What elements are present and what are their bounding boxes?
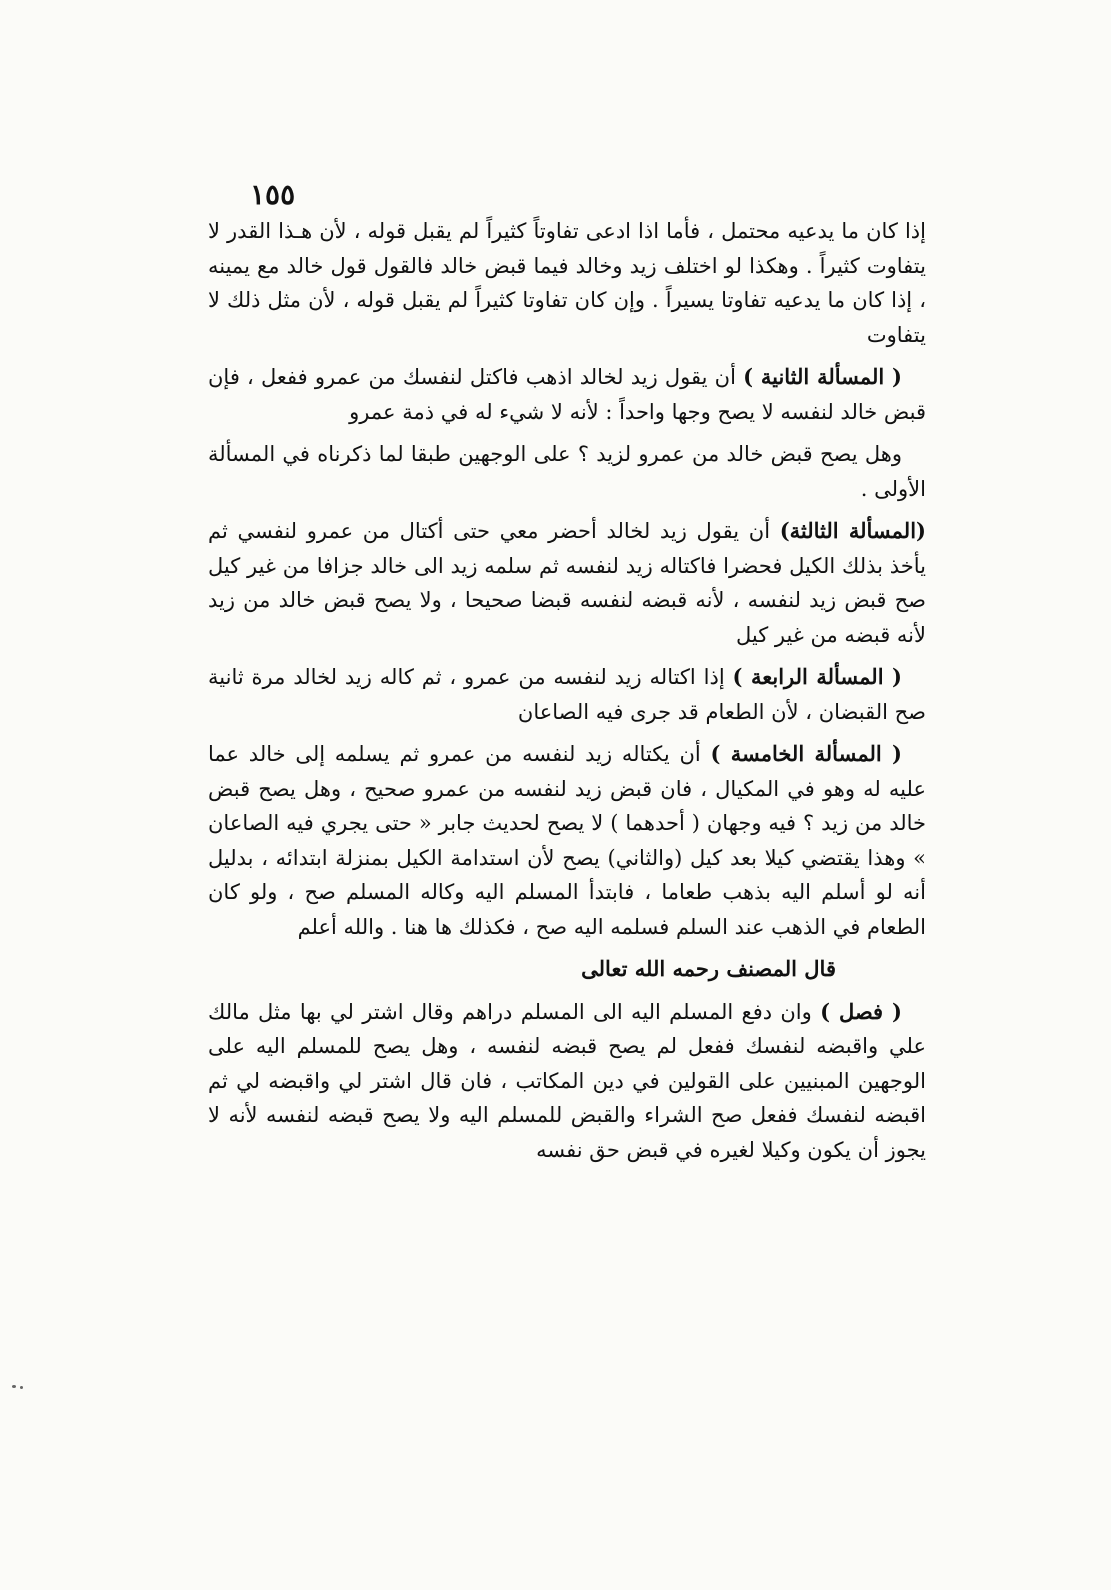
page-number: ١٥٥ bbox=[250, 178, 296, 211]
paragraph-label: ( المسألة الرابعة ) bbox=[732, 664, 902, 689]
section-heading bbox=[208, 952, 926, 987]
paragraph-label: ( المسألة الثانية ) bbox=[743, 364, 902, 389]
paragraph-label: (المسألة الثالثة) bbox=[779, 518, 926, 543]
paragraph-text: أن يقول زيد لخالد اذهب فاكتل لنفسك من عمرو ففعل ، فإن قبض خالد لنفسه لا يصح وجها واحداً : لأنه لا شيء له في ذمة عمرو bbox=[208, 365, 926, 424]
paragraph-5 bbox=[208, 660, 926, 729]
paragraph-text: إذا كان ما يدعيه محتمل ، فأما اذا ادعى تفاوتاً كثيراً لم يقبل قوله ، لأن هـذا القدر لا يتفاوت كثيراً . وهكذا لو اختلف زيد وخالد فيما قبض خالد فالقول قول خالد مع يمينه ، إذا كان ما يدعيه تفاوتا يسيراً . وإن كان تفاوتا كثيراً لم يقبل قوله ، لأن مثل ذلك لا يتفاوت bbox=[208, 219, 926, 347]
paragraph-text: وهل يصح قبض خالد من عمرو لزيد ؟ على الوجهين طبقا لما ذكرناه في المسألة الأولى . bbox=[208, 442, 926, 501]
paragraph-text: أن يكتاله زيد لنفسه من عمرو ثم يسلمه إلى خالد عما عليه له وهو في المكيال ، فان قبض زيد لنفسه من عمرو صحيح ، وهل يصح قبض خالد من زيد ؟ فيه وجهان ( أحدهما ) لا يصح لحديث جابر « حتى يجري فيه الصاعان » وهذا يقتضي كيلا بعد كيل (والثاني) يصح لأن استدامة الكيل بمنزلة ابتدائه ، بدليل أنه لو أسلم اليه بذهب طعاما ، فابتدأ المسلم اليه وكاله المسلم صح ، ولو كان الطعام في الذهب عند السلم فسلمه اليه صح ، فكذلك ها هنا . والله أعلم bbox=[208, 742, 926, 939]
paragraph-label: ( المسألة الخامسة ) bbox=[710, 741, 902, 766]
paragraph-text: وان دفع المسلم اليه الى المسلم دراهم وقال اشتر لي بها مثل مالك علي واقبضه لنفسك ففعل لم يصح قبضه لنفسه ، وهل يصح للمسلم اليه على الوجهين المبنيين على القولين في دين المكاتب ، فان قال اشتر لي واقبضه لي ثم اقبضه لنفسك ففعل صح الشراء والقبض للمسلم اليه ولا يصح قبضه لنفسه لأنه لا يجوز أن يكون وكيلا لغيره في قبض حق نفسه bbox=[208, 999, 926, 1162]
paragraph-6 bbox=[208, 737, 926, 944]
paragraph-text: إذا اكتاله زيد لنفسه من عمرو ، ثم كاله زيد لخالد مرة ثانية صح القبضان ، لأن الطعام قد جرى فيه الصاعان bbox=[208, 665, 926, 724]
paragraph-label: ( فصل ) bbox=[820, 998, 902, 1024]
page-body-text bbox=[208, 214, 926, 1175]
paragraph-2 bbox=[208, 360, 926, 429]
paragraph-3 bbox=[208, 437, 926, 506]
paragraph-8 bbox=[208, 995, 926, 1168]
paragraph-4 bbox=[208, 514, 926, 652]
scan-speck bbox=[12, 1385, 16, 1388]
paragraph-1 bbox=[208, 214, 926, 352]
heading-text: قال المصنف رحمه الله تعالى bbox=[581, 956, 836, 981]
paragraph-text: أن يقول زيد لخالد أحضر معي حتى أكتال من عمرو لنفسي ثم يأخذ بذلك الكيل فحضرا فاكتاله زيد لنفسه ثم سلمه زيد الى خالد جزافا من غير كيل صح قبض زيد لنفسه ، لأنه قبضه لنفسه قبضا صحيحا ، ولا يصح قبض خالد من زيد لأنه قبضه من غير كيل bbox=[208, 519, 926, 647]
scan-speck bbox=[20, 1386, 23, 1389]
